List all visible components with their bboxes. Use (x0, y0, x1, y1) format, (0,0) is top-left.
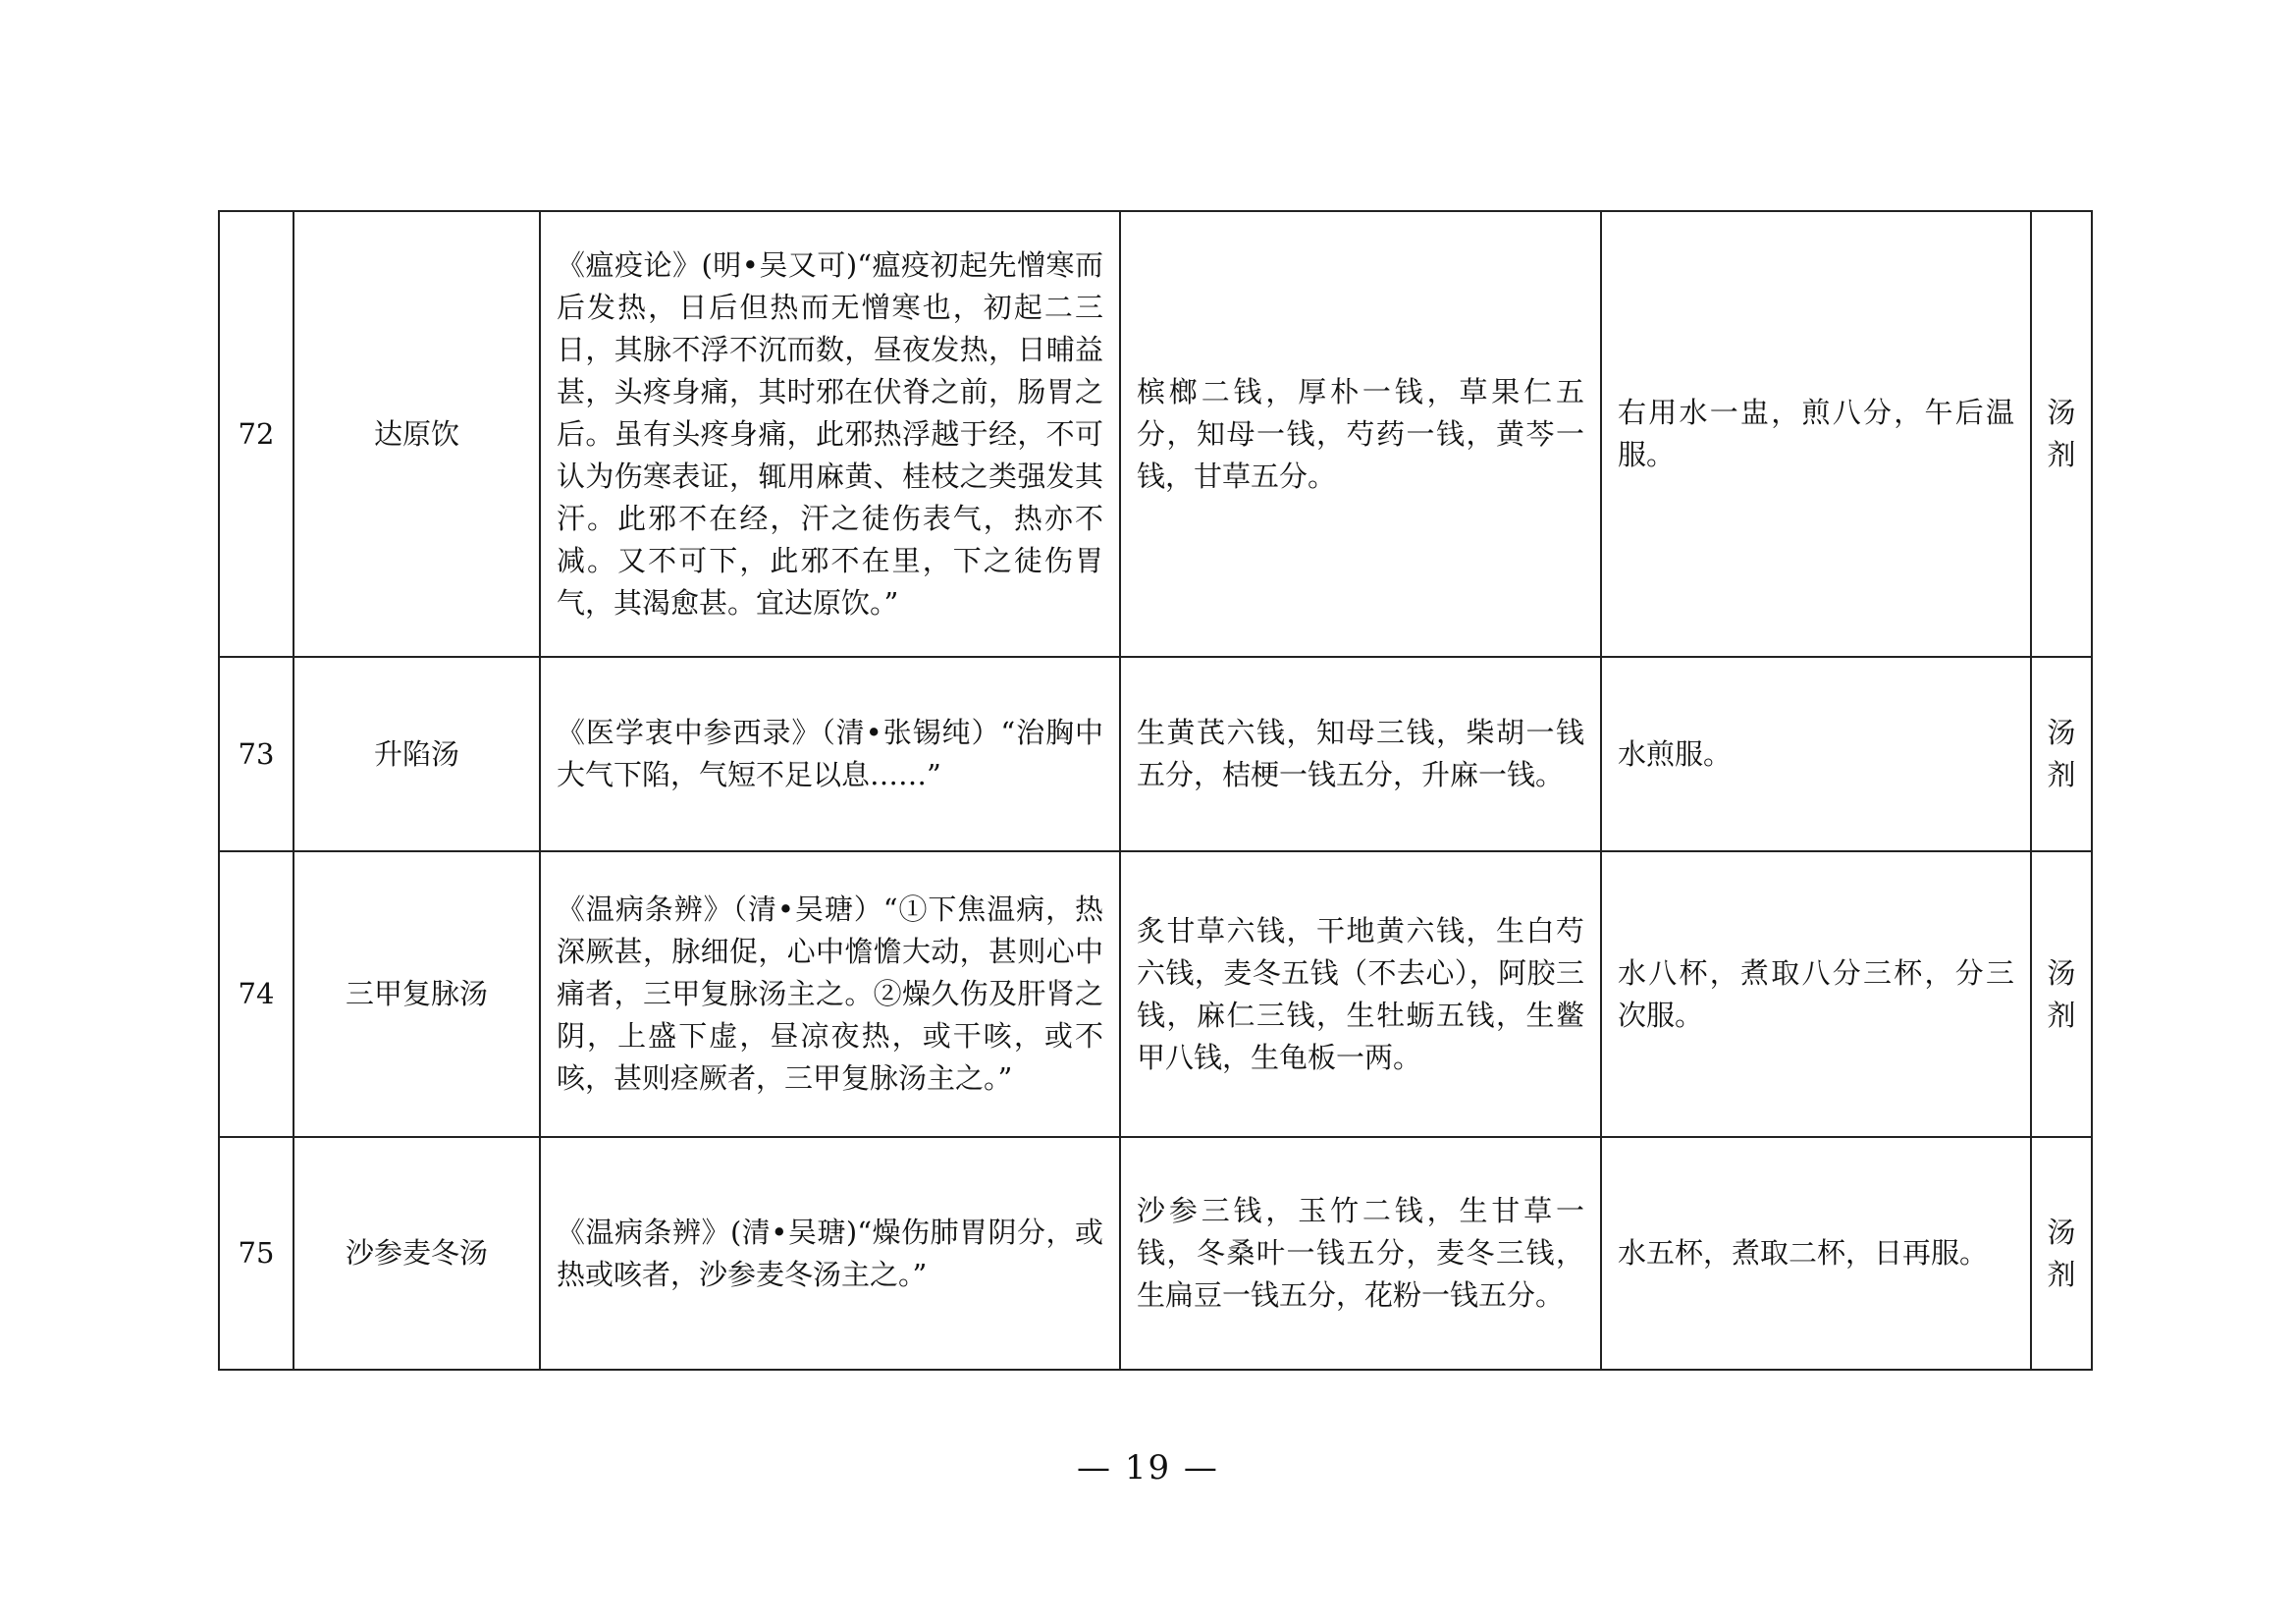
page-number: — 19 — (1077, 1448, 1219, 1488)
dosage-form-char: 剂 (2047, 758, 2076, 791)
composition-text: 生黄芪六钱，知母三钱，柴胡一钱五分，桔梗一钱五分，升麻一钱。 (1120, 657, 1601, 851)
dosage-form (2031, 211, 2092, 657)
prescription-table (218, 210, 2093, 1371)
usage-text: 水八杯，煮取八分三杯，分三次服。 (1601, 851, 2031, 1137)
prescription-table-container (218, 210, 2091, 1371)
table-row (219, 1137, 2092, 1370)
source-text: 《医学衷中参西录》（清•张锡纯）“治胸中大气下陷，气短不足以息……” (540, 657, 1120, 851)
source-text: 《温病条辨》（清•吴瑭）“①下焦温病，热深厥甚，脉细促，心中憺憺大动，甚则心中痛者，三甲复脉汤主之。②燥久伤及肝肾之阴，上盛下虚，昼凉夜热，或干咳，或不咳，甚则痉厥者，三甲复脉汤主之。” (540, 851, 1120, 1137)
table-row (219, 851, 2092, 1137)
table-row (219, 211, 2092, 657)
composition-text: 沙参三钱，玉竹二钱，生甘草一钱，冬桑叶一钱五分，麦冬三钱，生扁豆一钱五分，花粉一钱五分。 (1120, 1137, 1601, 1370)
prescription-name: 升陷汤 (294, 657, 540, 851)
row-number: 72 (219, 211, 294, 657)
dosage-form-char: 汤 (2047, 955, 2076, 990)
row-number: 74 (219, 851, 294, 1137)
usage-text: 水煎服。 (1601, 657, 2031, 851)
row-number: 75 (219, 1137, 294, 1370)
prescription-name: 达原饮 (294, 211, 540, 657)
dosage-form-char: 汤 (2047, 396, 2076, 429)
dosage-form (2031, 657, 2092, 851)
dosage-form-char: 汤 (2047, 716, 2076, 749)
source-text: 《瘟疫论》(明•吴又可)“瘟疫初起先憎寒而后发热，日后但热而无憎寒也，初起二三日，其脉不浮不沉而数，昼夜发热，日晡益甚，头疼身痛，其时邪在伏脊之前，肠胃之后。虽有头疼身痛，此邪热浮越于经，不可认为伤寒表证，辄用麻黄、桂枝之类强发其汗。此邪不在经，汗之徒伤表气，热亦不减。又不可下，此邪不在里，下之徒伤胃气，其渴愈甚。宜达原饮。” (540, 211, 1120, 657)
dosage-form-char: 剂 (2047, 1257, 2076, 1291)
source-text: 《温病条辨》(清•吴瑭)“燥伤肺胃阴分，或热或咳者，沙参麦冬汤主之。” (540, 1137, 1120, 1370)
dosage-form-char: 汤 (2047, 1215, 2076, 1249)
prescription-name: 三甲复脉汤 (294, 851, 540, 1137)
dosage-form-char: 剂 (2047, 998, 2076, 1032)
usage-text: 右用水一盅，煎八分，午后温服。 (1601, 211, 2031, 657)
composition-text: 炙甘草六钱，干地黄六钱，生白芍六钱，麦冬五钱（不去心），阿胶三钱，麻仁三钱，生牡蛎五钱，生鳖甲八钱，生龟板一两。 (1120, 851, 1601, 1137)
dosage-form (2031, 1137, 2092, 1370)
composition-text: 槟榔二钱，厚朴一钱，草果仁五分，知母一钱，芍药一钱，黄芩一钱，甘草五分。 (1120, 211, 1601, 657)
usage-text: 水五杯，煮取二杯，日再服。 (1601, 1137, 2031, 1370)
prescription-name: 沙参麦冬汤 (294, 1137, 540, 1370)
dosage-form-char: 剂 (2047, 438, 2076, 471)
dosage-form (2031, 851, 2092, 1137)
table-row (219, 657, 2092, 851)
row-number: 73 (219, 657, 294, 851)
